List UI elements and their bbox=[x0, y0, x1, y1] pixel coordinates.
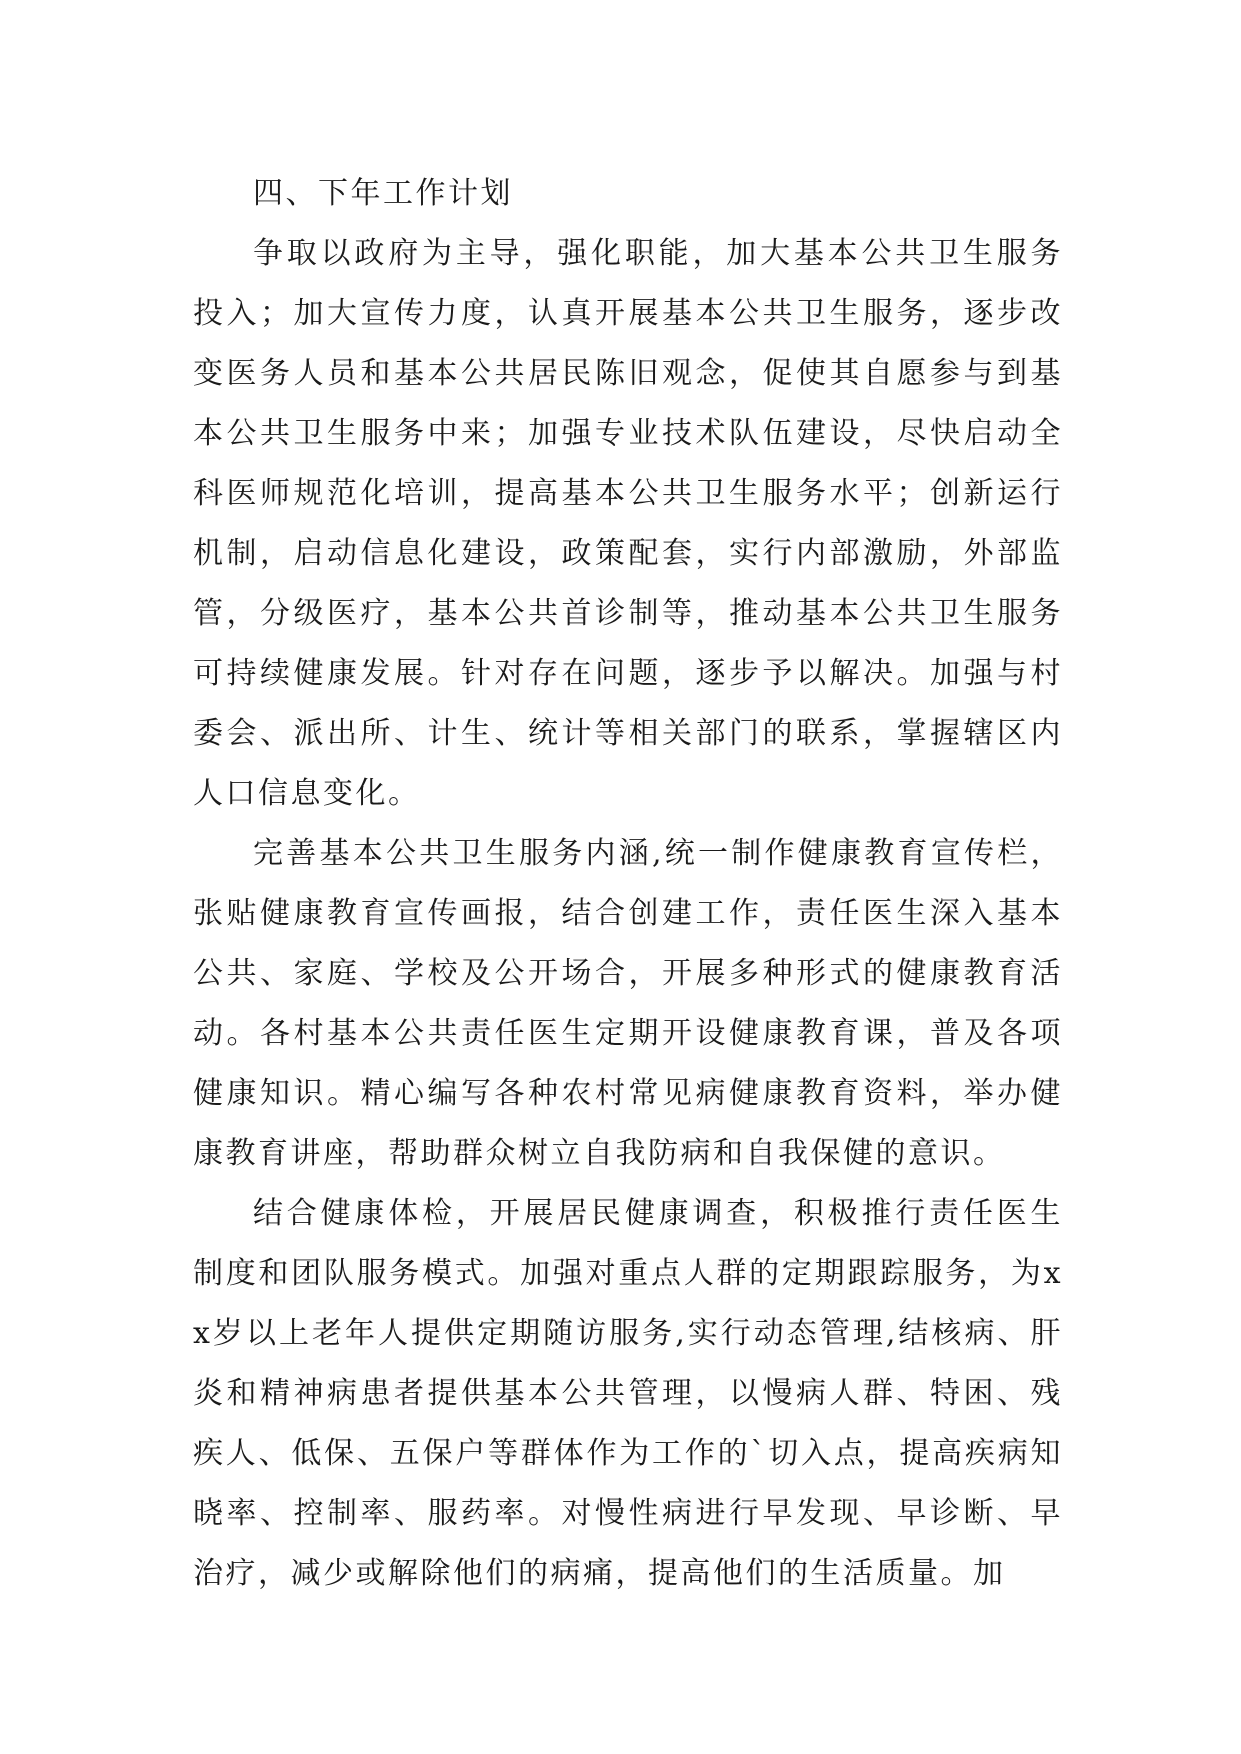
paragraph-health-checkup: 结合健康体检，开展居民健康调查，积极推行责任医生制度和团队服务模式。加强对重点人群的定期跟踪服务，为xx岁以上老年人提供定期随访服务,实行动态管理,结核病、肝炎和精神病患者提供基本公共管理，以慢病人群、特困、残疾人、低保、五保户等群体作为工作的`切入点，提高疾病知晓率、控制率、服药率。对慢性病进行早发现、早诊断、早治疗，减少或解除他们的病痛，提高他们的生活质量。加 bbox=[193, 1196, 1063, 1591]
section-heading: 四、下年工作计划 bbox=[253, 176, 513, 211]
paragraph-health-education: 完善基本公共卫生服务内涵,统一制作健康教育宣传栏，张贴健康教育宣传画报，结合创建工作，责任医生深入基本公共、家庭、学校及公开场合，开展多种形式的健康教育活动。各村基本公共责任医生定期开设健康教育课，普及各项健康知识。精心编写各种农村常见病健康教育资料，举办健康教育讲座，帮助群众树立自我防病和自我保健的意识。 bbox=[193, 836, 1063, 1171]
document-body bbox=[193, 164, 1063, 1604]
paragraph-work-plan: 争取以政府为主导，强化职能，加大基本公共卫生服务投入；加大宣传力度，认真开展基本公共卫生服务，逐步改变医务人员和基本公共居民陈旧观念，促使其自愿参与到基本公共卫生服务中来；加强专业技术队伍建设，尽快启动全科医师规范化培训，提高基本公共卫生服务水平；创新运行机制，启动信息化建设，政策配套，实行内部激励，外部监管，分级医疗，基本公共首诊制等，推动基本公共卫生服务可持续健康发展。针对存在问题，逐步予以解决。加强与村委会、派出所、计生、统计等相关部门的联系，掌握辖区内人口信息变化。 bbox=[193, 236, 1063, 811]
